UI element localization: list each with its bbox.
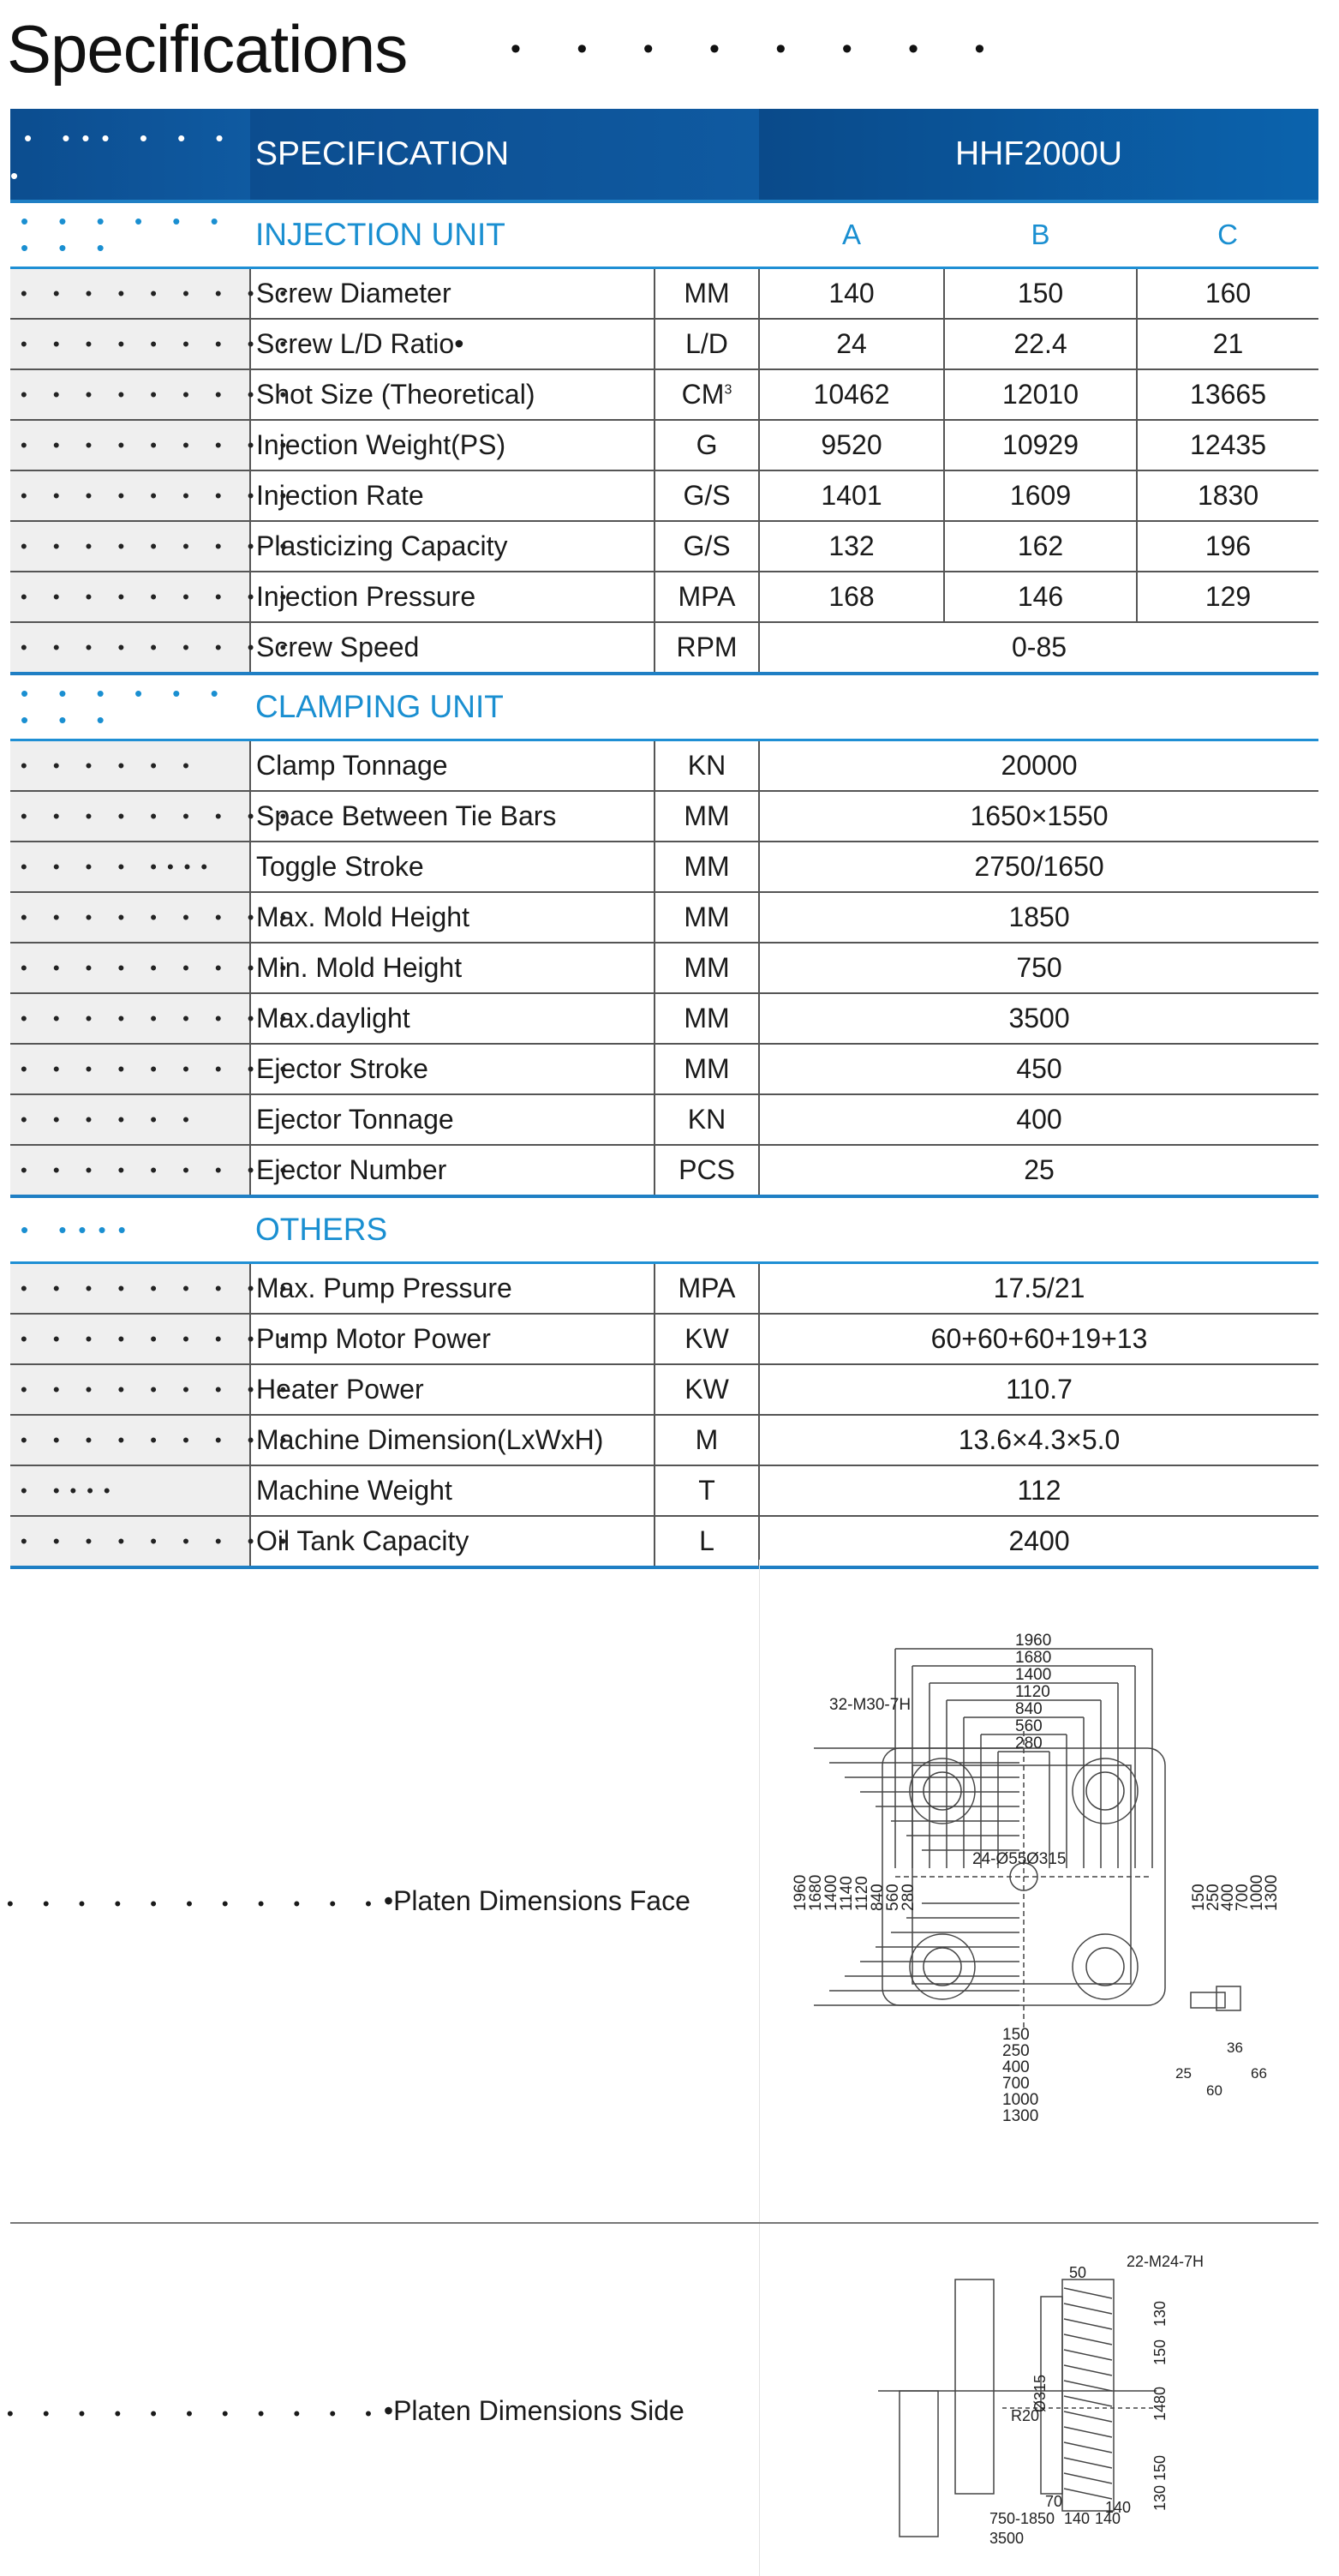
row-value: 146 — [944, 572, 1137, 622]
row-unit: MM — [655, 943, 759, 993]
face-top-dim: 1400 — [1015, 1666, 1052, 1684]
table-row — [10, 740, 1318, 792]
row-value: 132 — [759, 521, 944, 572]
row-unit: MM — [655, 1044, 759, 1094]
table-row — [10, 1415, 1318, 1465]
row-label: Ejector Number — [250, 1145, 655, 1196]
row-label: Max. Mold Height — [250, 892, 655, 943]
row-dots: • • • • • • • • • — [10, 892, 250, 943]
row-value: 1650×1550 — [759, 791, 1318, 842]
row-label: Oil Tank Capacity — [250, 1516, 655, 1567]
row-value: 110.7 — [759, 1364, 1318, 1415]
row-value: 750 — [759, 943, 1318, 993]
face-right-dim: 1300 — [1263, 1874, 1281, 1911]
face-left-dim: 840 — [869, 1884, 887, 1911]
face-right-dim: 700 — [1234, 1884, 1252, 1911]
row-label: Max.daylight — [250, 993, 655, 1044]
platen-face-diagram — [788, 1628, 1302, 2142]
row-dots: • • • • • • • • • — [10, 791, 250, 842]
row-unit: MM — [655, 842, 759, 892]
face-top-dim: 840 — [1015, 1700, 1043, 1718]
row-value: 20000 — [759, 740, 1318, 792]
side-right-dim: 130 — [1151, 2300, 1169, 2327]
section-column-header: A — [759, 201, 944, 268]
row-dots: • • • • • • • • • — [10, 1314, 250, 1364]
face-top-dim: 280 — [1015, 1734, 1043, 1752]
face-left-dim: 1120 — [853, 1876, 871, 1911]
table-row — [10, 1263, 1318, 1315]
row-value: 10929 — [944, 420, 1137, 470]
row-value: 13.6×4.3×5.0 — [759, 1415, 1318, 1465]
section-column-header: B — [944, 201, 1137, 268]
row-unit: G/S — [655, 521, 759, 572]
row-value: 162 — [944, 521, 1137, 572]
table-row — [10, 791, 1318, 842]
row-unit: L — [655, 1516, 759, 1567]
row-unit: MPA — [655, 1263, 759, 1315]
row-dots: • • • • • • • • • — [10, 470, 250, 521]
row-value: 0-85 — [759, 622, 1318, 674]
side-callout-5: 140 — [1105, 2499, 1132, 2516]
row-value: 168 — [759, 572, 944, 622]
row-value: 140 — [759, 268, 944, 320]
row-value: 12010 — [944, 369, 1137, 420]
row-label: Screw L/D Ratio• — [250, 319, 655, 369]
row-label: Injection Weight(PS) — [250, 420, 655, 470]
face-top-dim: 1680 — [1015, 1649, 1052, 1667]
face-left-dim: 1680 — [807, 1874, 825, 1911]
side-right-dim: 130 — [1151, 2484, 1169, 2511]
detail-dim-0: 36 — [1227, 2040, 1243, 2056]
row-label: Pump Motor Power — [250, 1314, 655, 1364]
horizontal-divider — [10, 2222, 1318, 2224]
row-unit: MM — [655, 268, 759, 320]
face-bottom-dim: 250 — [1002, 2042, 1030, 2060]
row-value: 9520 — [759, 420, 944, 470]
row-label: Space Between Tie Bars — [250, 791, 655, 842]
face-left-dim: 1400 — [822, 1874, 840, 1911]
side-bottom-dim: 750-1850 — [989, 2510, 1055, 2527]
face-top-dim: 560 — [1015, 1717, 1043, 1735]
row-label: Screw Diameter — [250, 268, 655, 320]
callout-tapped-holes: 32-M30-7H — [829, 1696, 912, 1714]
row-value: 450 — [759, 1044, 1318, 1094]
side-right-dim: 1480 — [1151, 2386, 1169, 2421]
row-unit: MPA — [655, 572, 759, 622]
table-row — [10, 319, 1318, 369]
table-row — [10, 842, 1318, 892]
row-label: Ejector Stroke — [250, 1044, 655, 1094]
side-bottom-dim: 140 — [1095, 2510, 1121, 2527]
row-unit: RPM — [655, 622, 759, 674]
title-dots: • • • • • • • • — [511, 33, 1009, 65]
page-title: Specifications — [7, 11, 408, 87]
section-header — [10, 674, 1318, 740]
section-column-header: C — [1137, 201, 1318, 268]
row-value: 10462 — [759, 369, 944, 420]
face-left-dim: 280 — [900, 1884, 918, 1911]
row-label: Machine Dimension(LxWxH) — [250, 1415, 655, 1465]
row-dots: • • • • • • • • • — [10, 1145, 250, 1196]
row-unit: G — [655, 420, 759, 470]
row-value: 13665 — [1137, 369, 1318, 420]
side-callout-4: 70 — [1045, 2493, 1063, 2510]
row-dots: • • • • • • • • • — [10, 521, 250, 572]
row-dots: • • • • • • • • • — [10, 1415, 250, 1465]
row-label: Plasticizing Capacity — [250, 521, 655, 572]
face-left-dim: 1140 — [838, 1876, 856, 1911]
side-callout-0: 50 — [1069, 2264, 1087, 2281]
row-dots: • • • • • • • • • — [10, 1044, 250, 1094]
table-row — [10, 369, 1318, 420]
row-label: Max. Pump Pressure — [250, 1263, 655, 1315]
row-label: Screw Speed — [250, 622, 655, 674]
platen-face-label: • • • • • • • • • • ••Platen Dimensions Face — [7, 1885, 690, 1916]
row-unit: MM — [655, 791, 759, 842]
face-left-dim: 560 — [884, 1884, 902, 1911]
row-unit: L/D — [655, 319, 759, 369]
table-row — [10, 1044, 1318, 1094]
vertical-divider — [759, 1560, 760, 2576]
table-row — [10, 993, 1318, 1044]
row-value: 150 — [944, 268, 1137, 320]
detail-dim-3: 66 — [1251, 2065, 1267, 2082]
table-row — [10, 943, 1318, 993]
table-row — [10, 420, 1318, 470]
callout-bolt-holes: 24-Ø55 — [972, 1850, 1027, 1868]
platen-side-diagram — [874, 2245, 1251, 2554]
row-dots: • • • • • • — [10, 1094, 250, 1145]
row-label: Ejector Tonnage — [250, 1094, 655, 1145]
section-header — [10, 1196, 1318, 1263]
face-top-dim: 1120 — [1015, 1683, 1050, 1701]
row-unit: KW — [655, 1314, 759, 1364]
table-row — [10, 1516, 1318, 1567]
row-unit: M — [655, 1415, 759, 1465]
header-label: SPECIFICATION — [250, 109, 759, 201]
row-value: 112 — [759, 1465, 1318, 1516]
row-value: 12435 — [1137, 420, 1318, 470]
row-dots: • • • • • • • • • — [10, 943, 250, 993]
row-label: Heater Power — [250, 1364, 655, 1415]
row-dots: • • • • • • • • • — [10, 572, 250, 622]
face-right-dim: 250 — [1205, 1884, 1222, 1911]
row-unit: KW — [655, 1364, 759, 1415]
row-value: 1401 — [759, 470, 944, 521]
row-dots: • • • • • • — [10, 740, 250, 792]
side-callout-2: Ø315 — [1031, 2374, 1049, 2412]
row-value: 2400 — [759, 1516, 1318, 1567]
face-bottom-dim: 400 — [1002, 2058, 1030, 2076]
row-dots: • • • • • • • • • — [10, 993, 250, 1044]
row-label: Shot Size (Theoretical) — [250, 369, 655, 420]
row-dots: • • • • • • • • • — [10, 420, 250, 470]
row-dots: • • • • • • • • • — [10, 1263, 250, 1315]
table-row — [10, 1314, 1318, 1364]
face-top-dim: 1960 — [1015, 1632, 1052, 1650]
table-row — [10, 1364, 1318, 1415]
section-dots: • •••• — [10, 1196, 250, 1263]
table-row — [10, 622, 1318, 674]
table-row — [10, 892, 1318, 943]
row-label: Toggle Stroke — [250, 842, 655, 892]
header-dots-cell: • ••• • • • • — [10, 109, 250, 201]
row-value: 1850 — [759, 892, 1318, 943]
row-value: 1830 — [1137, 470, 1318, 521]
side-bottom-dim: 140 — [1064, 2510, 1091, 2527]
side-right-dim: 150 — [1151, 2454, 1169, 2481]
table-row — [10, 1465, 1318, 1516]
title-row — [7, 9, 1335, 94]
row-label: Injection Rate — [250, 470, 655, 521]
side-callout-3: R20 — [1011, 2407, 1040, 2424]
section-dots: • • • • • • • • • — [10, 674, 250, 740]
row-unit: T — [655, 1465, 759, 1516]
row-label: Machine Weight — [250, 1465, 655, 1516]
detail-dim-2: 60 — [1206, 2082, 1222, 2099]
row-dots: • • • • • • • • • — [10, 268, 250, 320]
row-unit: MM — [655, 993, 759, 1044]
row-dots: • • • • • • • • • — [10, 369, 250, 420]
face-right-dim: 1000 — [1248, 1874, 1266, 1911]
header-model: HHF2000U — [759, 109, 1318, 201]
face-left-dim: 1960 — [792, 1874, 810, 1911]
face-bottom-dim: 700 — [1002, 2075, 1030, 2093]
section-label: INJECTION UNIT — [250, 201, 759, 268]
row-dots: • • • • • • • • • — [10, 1364, 250, 1415]
table-row — [10, 1145, 1318, 1196]
face-bottom-dim: 150 — [1002, 2026, 1030, 2044]
row-unit: PCS — [655, 1145, 759, 1196]
table-row — [10, 1094, 1318, 1145]
row-label: Min. Mold Height — [250, 943, 655, 993]
row-value: 24 — [759, 319, 944, 369]
row-unit: MM — [655, 892, 759, 943]
callout-center-bore: Ø315 — [1026, 1850, 1067, 1868]
row-value: 129 — [1137, 572, 1318, 622]
platen-side-label: • • • • • • • • • • ••Platen Dimensions Side — [7, 2395, 684, 2426]
row-unit: KN — [655, 740, 759, 792]
row-value: 1609 — [944, 470, 1137, 521]
row-label: Clamp Tonnage — [250, 740, 655, 792]
row-value: 21 — [1137, 319, 1318, 369]
side-right-dim: 150 — [1151, 2339, 1169, 2365]
face-bottom-dim: 1000 — [1002, 2091, 1039, 2109]
section-dots: • • • • • • • • • — [10, 201, 250, 268]
row-dots: • • • • • • • • • — [10, 319, 250, 369]
table-row — [10, 572, 1318, 622]
row-dots: • • • • • • • • • — [10, 1516, 250, 1567]
face-right-dim: 400 — [1219, 1884, 1237, 1911]
table-header — [10, 109, 1318, 201]
table-row — [10, 521, 1318, 572]
row-dots: • •••• — [10, 1465, 250, 1516]
row-unit: KN — [655, 1094, 759, 1145]
face-right-dim: 150 — [1190, 1884, 1208, 1911]
face-bottom-dim: 1300 — [1002, 2107, 1039, 2125]
row-dots: • • • • •••• — [10, 842, 250, 892]
side-callout-1: 22-M24-7H — [1127, 2253, 1205, 2270]
row-unit: G/S — [655, 470, 759, 521]
row-value: 3500 — [759, 993, 1318, 1044]
row-value: 25 — [759, 1145, 1318, 1196]
row-value: 60+60+60+19+13 — [759, 1314, 1318, 1364]
spec-table — [10, 109, 1318, 1569]
row-unit: $CM^3$ — [655, 369, 759, 420]
section-header — [10, 201, 1318, 268]
row-value: 160 — [1137, 268, 1318, 320]
detail-dim-1: 25 — [1175, 2065, 1192, 2082]
row-value: 17.5/21 — [759, 1263, 1318, 1315]
row-label: Injection Pressure — [250, 572, 655, 622]
section-label: OTHERS — [250, 1196, 1318, 1263]
row-value: 196 — [1137, 521, 1318, 572]
table-row — [10, 268, 1318, 320]
row-value: 400 — [759, 1094, 1318, 1145]
row-dots: • • • • • • • • • — [10, 622, 250, 674]
table-row — [10, 470, 1318, 521]
side-bottom-dim: 3500 — [989, 2530, 1025, 2547]
row-value: 22.4 — [944, 319, 1137, 369]
section-label: CLAMPING UNIT — [250, 674, 1318, 740]
row-value: 2750/1650 — [759, 842, 1318, 892]
